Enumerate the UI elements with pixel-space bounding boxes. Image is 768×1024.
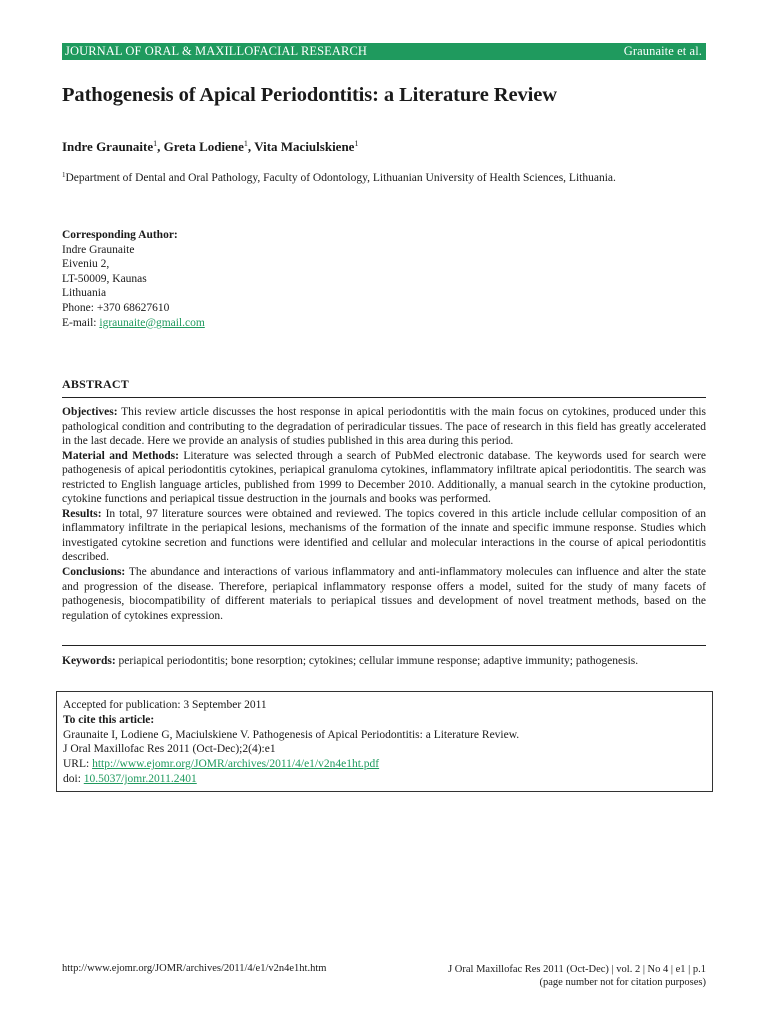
- abstract-methods: [62, 449, 706, 507]
- abstract-body: [62, 405, 706, 623]
- footer-url: http://www.ejomr.org/JOMR/archives/2011/4/e1/v2n4e1ht.htm: [62, 963, 327, 974]
- author-name: Greta Lodiene: [163, 139, 244, 154]
- citation-box: [56, 691, 713, 792]
- doi-label: doi:: [63, 772, 84, 785]
- keywords: [62, 655, 712, 667]
- author-affiliation-mark: 1: [243, 139, 248, 148]
- methods-text: Literature was selected through a search of PubMed electronic database. The keywords used for search were pathogenesis of apical periodontitis cytokines, periapical granuloma cytokines, inflammatory infiltrate apical periodontitis. The search was restricted to English language articles, published from 1999 to December 2010. Additionally, a manual search in the cytokine production, cytokine functions and periapical tissue destruction in the journals and books was performed.: [62, 449, 706, 506]
- author-separator: ,: [247, 139, 255, 154]
- conclusions-text: The abundance and interactions of various inflammatory and anti-inflammatory molecules can influence and alter the state and progression of the disease. Therefore, periapical inflammatory response offers a model, suited for the study of many facets of pathogenesis, biocompatibility of different materials to periapical tissues and development of novel treatment methods, based on the regulation of cytokines expression.: [62, 566, 706, 622]
- cite-label: To cite this article:: [63, 713, 155, 726]
- address-country: Lithuania: [62, 287, 107, 300]
- journal-header-bar: [62, 43, 706, 60]
- conclusions-label: Conclusions:: [62, 566, 126, 579]
- results-text: In total, 97 literature sources were obtained and reviewed. The topics covered in this article include cellular composition of an inflammatory infiltrate in the periapical lesions, mechanisms of the formation of the innate and specific immune response. Studies which investigated cytokine secretion and functions were identified and cellular and molecular interactions in the course of apical periodontitis described.: [62, 507, 707, 564]
- footer-journal-info: [448, 963, 706, 989]
- objectives-text: This review article discusses the host response in apical periodontitis with the main focus on cytokines, produced under this pathological condition and contributing to the degradation of periradicular tissues. The pace of research in this field has greatly accelerated in the last decade. Here we provide an analysis of studies published in this area during this period.: [62, 406, 706, 448]
- pdf-url-link[interactable]: http://www.ejomr.org/JOMR/archives/2011/4/e1/v2n4e1ht.pdf: [92, 758, 380, 771]
- affiliation-text: Department of Dental and Oral Pathology, Faculty of Odontology, Lithuanian University of Health Sciences, Lithuania.: [65, 172, 616, 184]
- author-separator: ,: [157, 139, 164, 154]
- doi-link[interactable]: 10.5037/jomr.2011.2401: [83, 772, 197, 785]
- cite-url-row: [63, 757, 712, 772]
- results-label: Results:: [62, 507, 102, 520]
- abstract-objectives: [62, 405, 706, 449]
- accepted-date: Accepted for publication: 3 September 2011: [63, 699, 267, 711]
- article-title: Pathogenesis of Apical Periodontitis: a Literature Review: [62, 84, 557, 106]
- methods-label: Material and Methods:: [62, 449, 179, 462]
- author-name: Indre Graunaite: [62, 139, 154, 154]
- url-label: URL:: [63, 758, 93, 771]
- author-list: [62, 139, 358, 155]
- affiliation: [62, 171, 616, 184]
- keywords-label: Keywords:: [62, 655, 116, 667]
- cite-doi-row: [63, 772, 712, 787]
- abstract-bottom-rule: [62, 645, 706, 646]
- cite-journal: J Oral Maxillofac Res 2011 (Oct-Dec);2(4):e1: [63, 743, 276, 756]
- abstract-heading: ABSTRACT: [62, 377, 129, 391]
- running-author: Graunaite et al.: [623, 44, 702, 58]
- corresponding-author-block: [62, 228, 205, 330]
- address-line: Eiveniu 2,: [62, 258, 110, 271]
- footer-note: (page number not for citation purposes): [539, 977, 706, 988]
- phone: Phone: +370 68627610: [62, 301, 170, 314]
- author-affiliation-mark: 1: [354, 139, 359, 148]
- keywords-text: periapical periodontitis; bone resorption; cytokines; cellular immune response; adaptive immunity; pathogenesis.: [118, 655, 639, 667]
- author-affiliation-mark: 1: [153, 139, 158, 148]
- email-row: [62, 316, 205, 331]
- cite-reference: Graunaite I, Lodiene G, Maciulskiene V. Pathogenesis of Apical Periodontitis: a Literature Review.: [63, 728, 520, 741]
- address-line: LT-50009, Kaunas: [62, 272, 147, 285]
- email-link[interactable]: igraunaite@gmail.com: [99, 316, 205, 329]
- affiliation-mark: 1: [62, 171, 66, 179]
- abstract-conclusions: [62, 565, 706, 623]
- corresponding-author-label: Corresponding Author:: [62, 229, 178, 241]
- footer-citation: J Oral Maxillofac Res 2011 (Oct-Dec) | vol. 2 | No 4 | e1 | p.1: [448, 964, 706, 975]
- objectives-label: Objectives:: [62, 406, 118, 418]
- abstract-results: [62, 507, 706, 565]
- email-label: E-mail:: [62, 316, 100, 329]
- abstract-top-rule: [62, 397, 706, 398]
- author-name: Vita Maciulskiene: [254, 139, 355, 154]
- journal-name: JOURNAL OF ORAL & MAXILLOFACIAL RESEARCH: [65, 44, 368, 58]
- corresponding-author-name: Indre Graunaite: [62, 243, 135, 256]
